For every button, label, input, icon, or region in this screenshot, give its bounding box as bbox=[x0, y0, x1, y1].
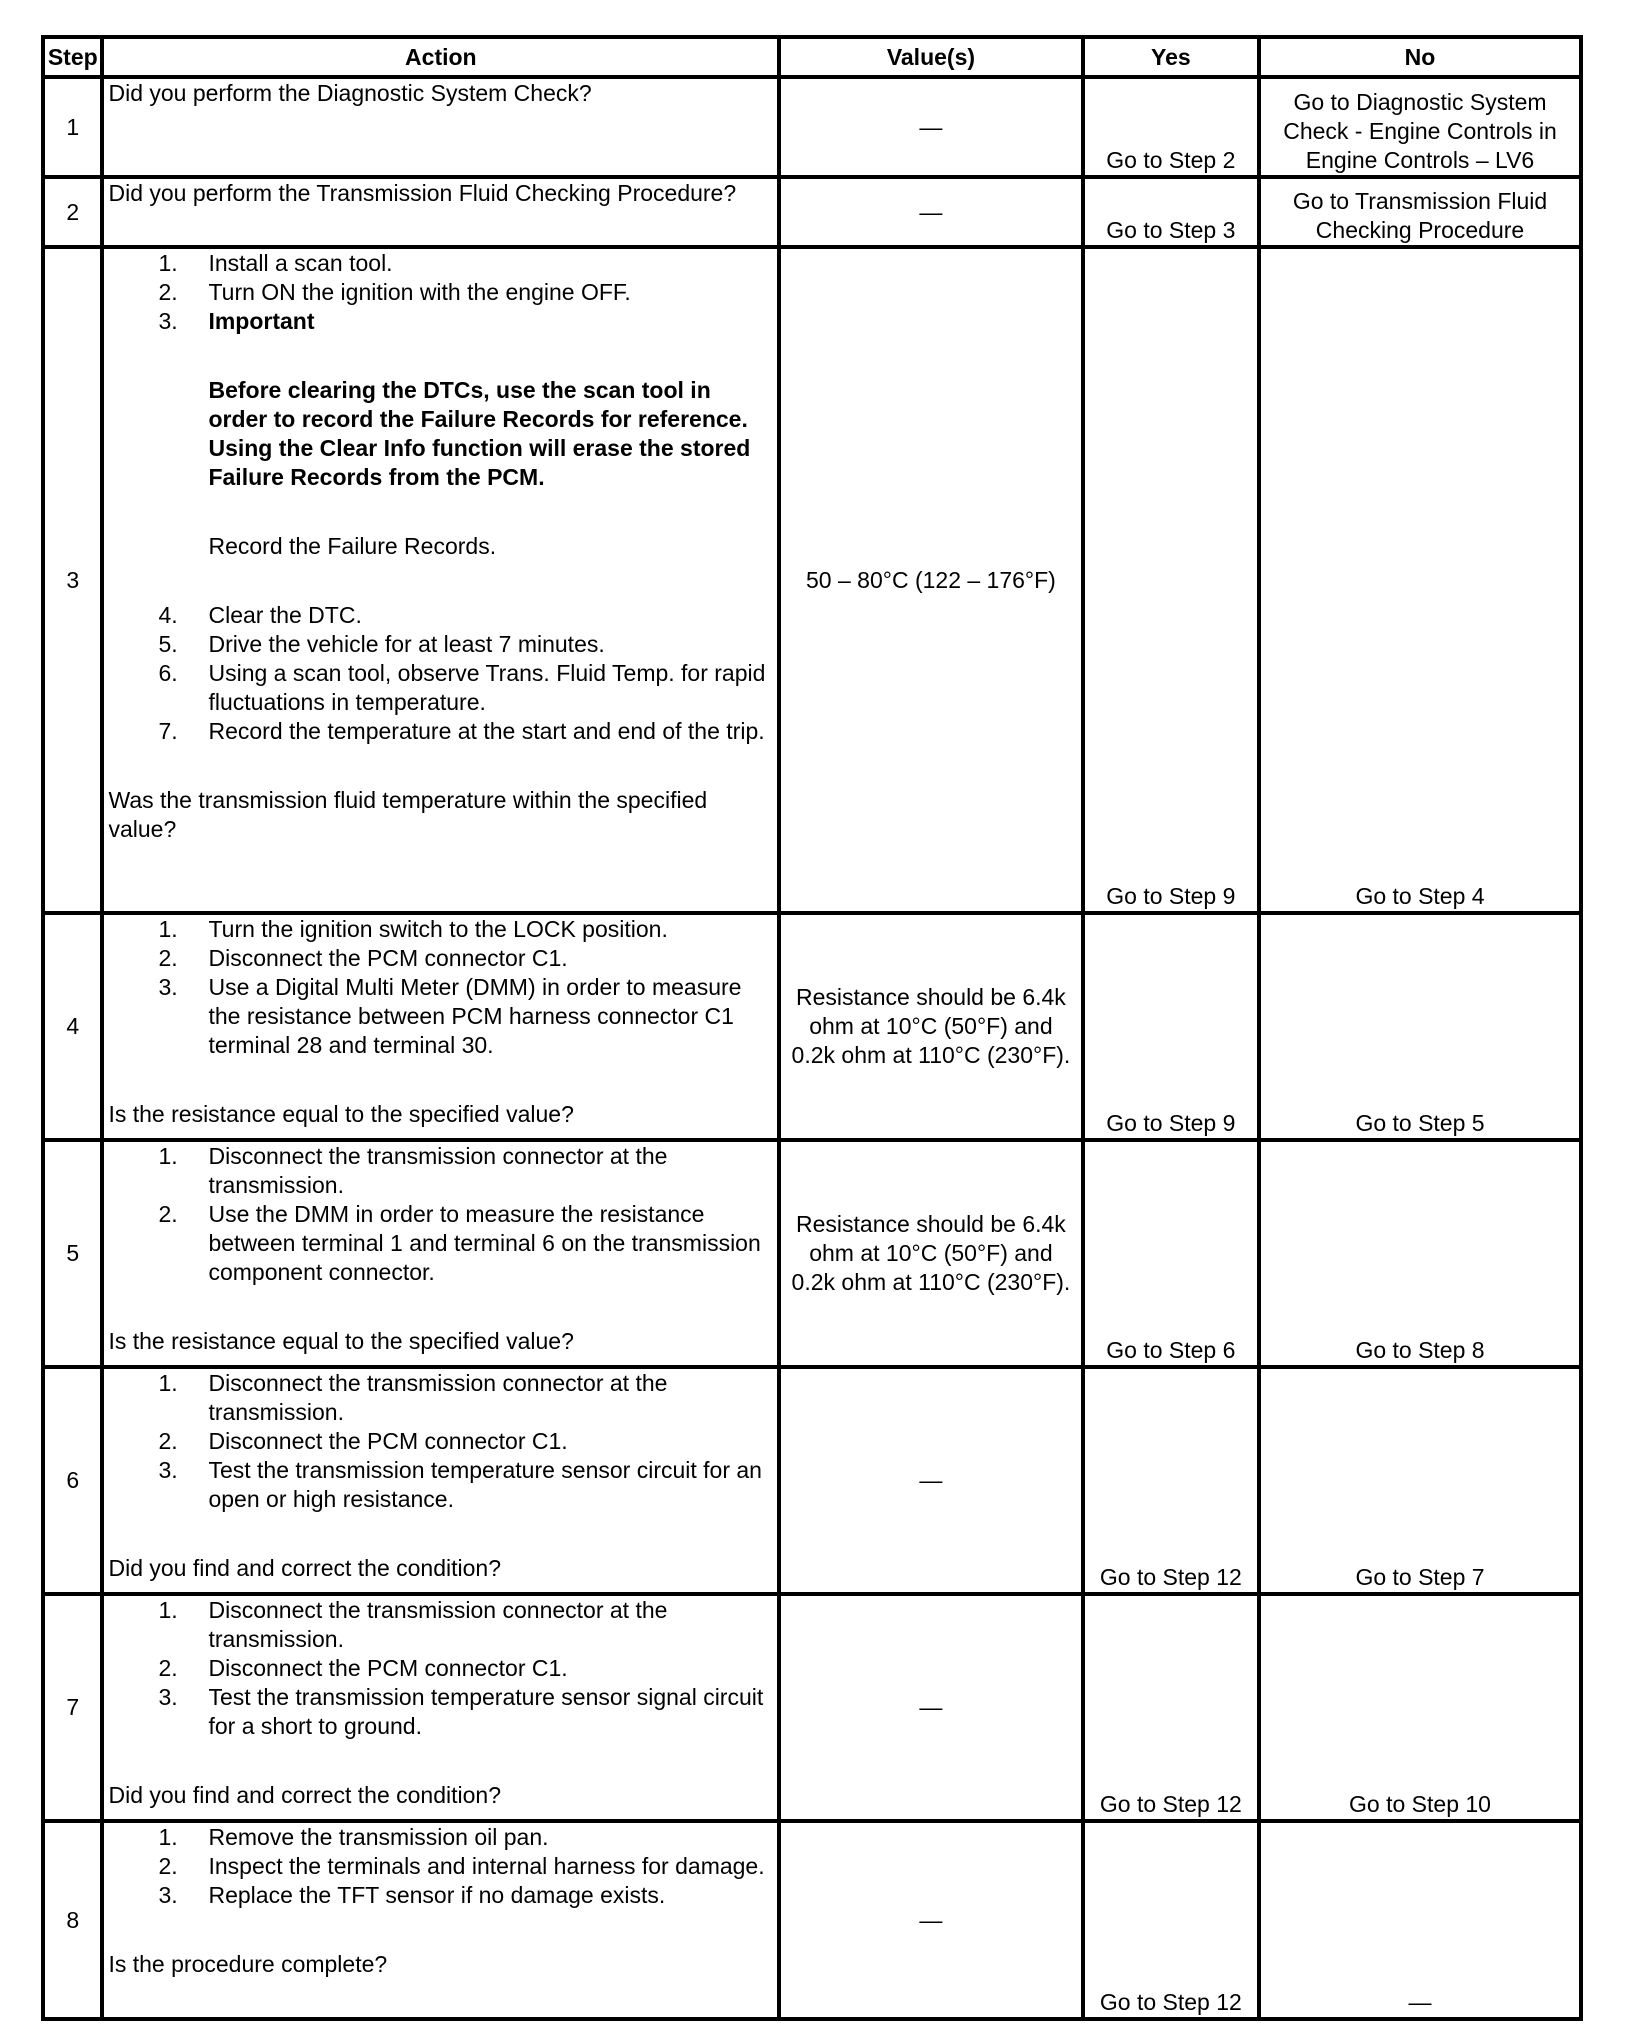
table-row bbox=[43, 1140, 1581, 1367]
table-row bbox=[43, 247, 1581, 913]
list-item: 7. Record the temperature at the start and end of the trip. bbox=[158, 718, 765, 744]
action-cell bbox=[102, 1594, 779, 1821]
list-item: 3. Important bbox=[158, 308, 315, 334]
step-number: 7 bbox=[43, 1594, 102, 1821]
value-cell: — bbox=[779, 177, 1082, 247]
action-list bbox=[108, 601, 773, 746]
no-cell: Go to Step 5 bbox=[1259, 913, 1581, 1140]
no-cell: Go to Step 7 bbox=[1259, 1367, 1581, 1594]
action-list bbox=[108, 915, 773, 1060]
table-row bbox=[43, 77, 1581, 177]
list-item: 1. Disconnect the transmission connector at the transmission. bbox=[158, 1370, 668, 1425]
list-item: 4. Clear the DTC. bbox=[158, 602, 362, 628]
header-yes: Yes bbox=[1083, 37, 1259, 77]
list-item: 6. Using a scan tool, observe Trans. Fluid Temp. for rapid fluctuations in temperature. bbox=[158, 660, 766, 715]
step-number: 8 bbox=[43, 1821, 102, 2019]
value-cell: — bbox=[779, 1367, 1082, 1594]
step-number: 5 bbox=[43, 1140, 102, 1367]
header-no: No bbox=[1259, 37, 1581, 77]
action-question: Is the resistance equal to the specified value? bbox=[108, 1328, 574, 1354]
step-number: 1 bbox=[43, 77, 102, 177]
no-cell: Go to Diagnostic System Check - Engine Controls in Engine Controls – LV6 bbox=[1259, 77, 1581, 177]
important-label: Important bbox=[208, 308, 315, 334]
action-list bbox=[108, 1596, 773, 1741]
list-item: 2. Disconnect the PCM connector C1. bbox=[158, 945, 568, 971]
list-item: 2. Turn ON the ignition with the engine OFF. bbox=[158, 279, 631, 305]
action-question: Was the transmission fluid temperature within the specified value? bbox=[108, 787, 708, 842]
step-number: 2 bbox=[43, 177, 102, 247]
value-cell: — bbox=[779, 1821, 1082, 2019]
yes-cell: Go to Step 9 bbox=[1083, 247, 1259, 913]
list-item: 2. Disconnect the PCM connector C1. bbox=[158, 1428, 568, 1454]
value-cell: — bbox=[779, 1594, 1082, 1821]
table-row bbox=[43, 913, 1581, 1140]
yes-cell: Go to Step 3 bbox=[1083, 177, 1259, 247]
action-question: Did you find and correct the condition? bbox=[108, 1782, 501, 1808]
list-item: 3. Use a Digital Multi Meter (DMM) in order to measure the resistance between PCM harness connector C1 terminal 28 and terminal 30. bbox=[158, 974, 742, 1058]
yes-cell: Go to Step 12 bbox=[1083, 1594, 1259, 1821]
value-cell: Resistance should be 6.4k ohm at 10°C (50°F) and 0.2k ohm at 110°C (230°F). bbox=[779, 913, 1082, 1140]
action-list bbox=[108, 1369, 773, 1514]
table-row bbox=[43, 1821, 1581, 2019]
action-list bbox=[108, 1823, 773, 1910]
no-cell: — bbox=[1259, 1821, 1581, 2019]
action-cell bbox=[102, 1140, 779, 1367]
no-cell: Go to Step 10 bbox=[1259, 1594, 1581, 1821]
value-cell: — bbox=[779, 77, 1082, 177]
action-cell bbox=[102, 1367, 779, 1594]
no-cell: Go to Step 4 bbox=[1259, 247, 1581, 913]
list-item: 3. Test the transmission temperature sensor circuit for an open or high resistance. bbox=[158, 1457, 762, 1512]
header-row bbox=[43, 37, 1581, 77]
value-cell: Resistance should be 6.4k ohm at 10°C (50°F) and 0.2k ohm at 110°C (230°F). bbox=[779, 1140, 1082, 1367]
step-number: 4 bbox=[43, 913, 102, 1140]
diagnostic-table bbox=[41, 35, 1583, 2021]
step-number: 3 bbox=[43, 247, 102, 913]
value-cell: 50 – 80°C (122 – 176°F) bbox=[779, 247, 1082, 913]
action-cell bbox=[102, 247, 779, 913]
list-item: 2. Use the DMM in order to measure the resistance between terminal 1 and terminal 6 on the transmission component connector. bbox=[158, 1201, 761, 1285]
no-cell: Go to Step 8 bbox=[1259, 1140, 1581, 1367]
yes-cell: Go to Step 2 bbox=[1083, 77, 1259, 177]
important-note: Before clearing the DTCs, use the scan tool in order to record the Failure Records for reference. Using the Clear Info function will erase the stored Failure Records from the PCM. bbox=[208, 377, 751, 490]
step-number: 6 bbox=[43, 1367, 102, 1594]
action-cell bbox=[102, 913, 779, 1140]
header-action: Action bbox=[102, 37, 779, 77]
header-step: Step bbox=[43, 37, 102, 77]
action-question: Did you find and correct the condition? bbox=[108, 1555, 501, 1581]
table-row bbox=[43, 177, 1581, 247]
yes-cell: Go to Step 12 bbox=[1083, 1367, 1259, 1594]
list-item: 1. Turn the ignition switch to the LOCK position. bbox=[158, 916, 668, 942]
list-item: 3. Test the transmission temperature sensor signal circuit for a short to ground. bbox=[158, 1684, 764, 1739]
yes-cell: Go to Step 9 bbox=[1083, 913, 1259, 1140]
list-item: 2. Inspect the terminals and internal harness for damage. bbox=[158, 1853, 765, 1879]
header-values: Value(s) bbox=[779, 37, 1082, 77]
table-row bbox=[43, 1367, 1581, 1594]
no-cell: Go to Transmission Fluid Checking Procedure bbox=[1259, 177, 1581, 247]
yes-cell: Go to Step 6 bbox=[1083, 1140, 1259, 1367]
list-item: 1. Disconnect the transmission connector at the transmission. bbox=[158, 1597, 668, 1652]
list-item: 2. Disconnect the PCM connector C1. bbox=[158, 1655, 568, 1681]
list-item: 1. Disconnect the transmission connector at the transmission. bbox=[158, 1143, 668, 1198]
list-item: 5. Drive the vehicle for at least 7 minutes. bbox=[158, 631, 605, 657]
table-row bbox=[43, 1594, 1581, 1821]
yes-cell: Go to Step 12 bbox=[1083, 1821, 1259, 2019]
action-question: Did you perform the Diagnostic System Check? bbox=[102, 77, 779, 177]
list-item: 1. Install a scan tool. bbox=[158, 250, 393, 276]
action-question: Is the procedure complete? bbox=[108, 1951, 388, 1977]
list-item: 1. Remove the transmission oil pan. bbox=[158, 1824, 549, 1850]
list-item: 3. Replace the TFT sensor if no damage exists. bbox=[158, 1882, 666, 1908]
action-list bbox=[108, 1142, 773, 1287]
action-question: Did you perform the Transmission Fluid Checking Procedure? bbox=[102, 177, 779, 247]
action-cell bbox=[102, 1821, 779, 2019]
action-question: Is the resistance equal to the specified value? bbox=[108, 1101, 574, 1127]
record-instruction: Record the Failure Records. bbox=[208, 533, 497, 559]
action-list bbox=[108, 249, 773, 336]
